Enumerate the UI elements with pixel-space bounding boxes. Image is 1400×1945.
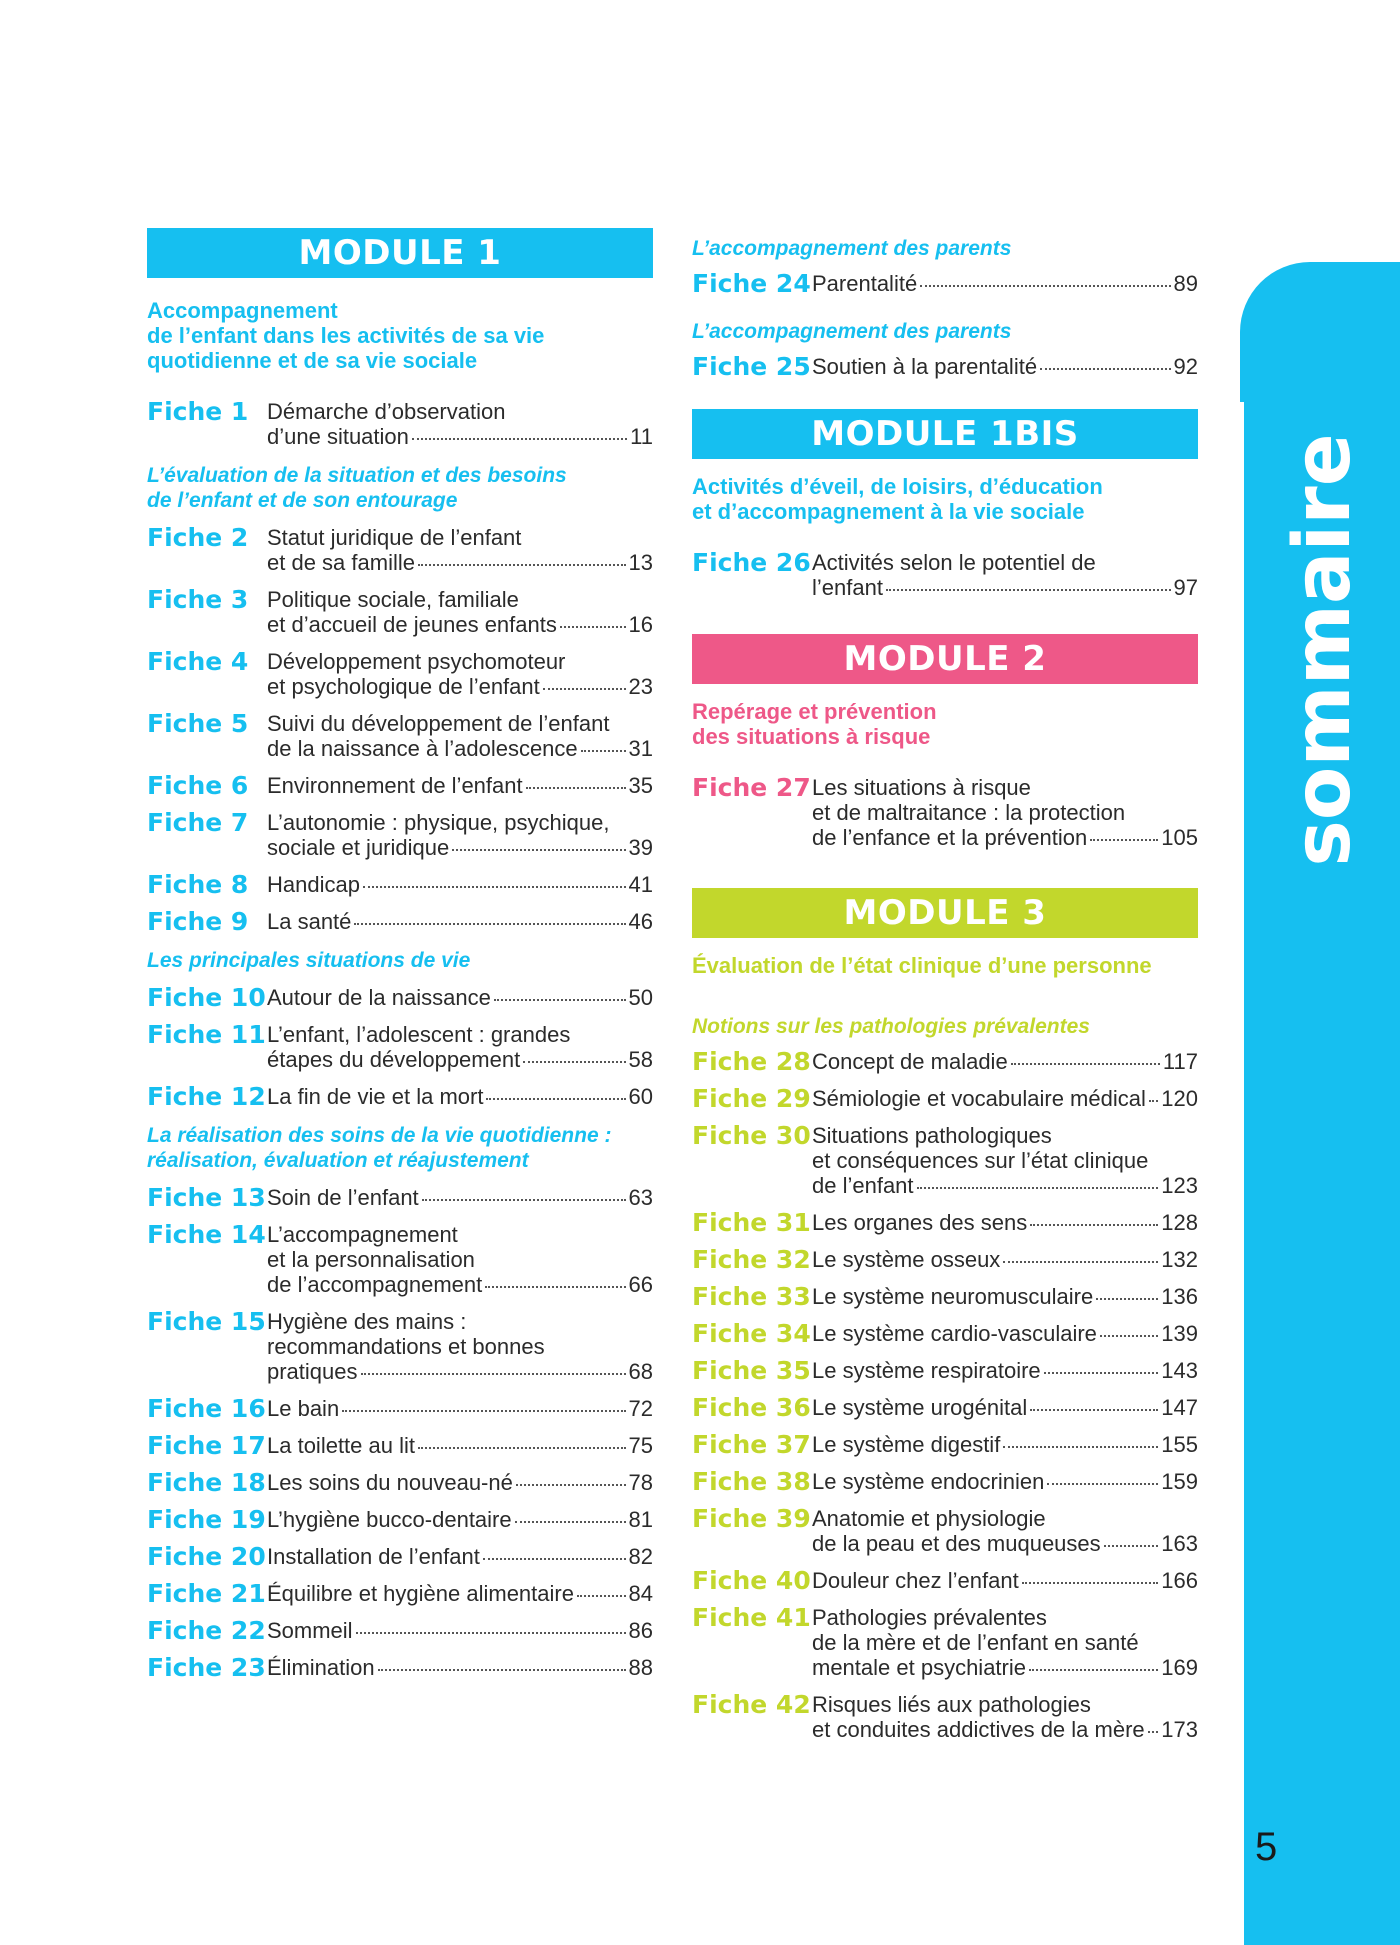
dot-leader [1100, 1335, 1158, 1337]
module-3-banner: MODULE 3 [692, 888, 1198, 938]
entry-title-line: L’autonomie : physique, psychique, [267, 810, 610, 835]
entry-title-line: recommandations et bonnes [267, 1334, 545, 1359]
entry-title: et de sa famille [267, 550, 415, 575]
entry-title: Élimination [267, 1655, 375, 1680]
subsection-heading: L’évaluation de la situation et des besoins de l’enfant et de son entourage [147, 464, 567, 512]
dot-leader [1011, 1063, 1160, 1065]
dot-leader [1029, 1669, 1158, 1671]
entry-title: et d’accueil de jeunes enfants [267, 612, 557, 637]
entry-title: et psychologique de l’enfant [267, 674, 540, 699]
fiche-number: Fiche 35 [692, 1356, 811, 1385]
fiche-number: Fiche 14 [147, 1220, 266, 1249]
fiche-number: Fiche 9 [147, 907, 249, 936]
entry-title: Le système neuromusculaire [812, 1284, 1094, 1309]
toc-entry-fiche-27[interactable] [692, 775, 1198, 850]
entry-title: pratiques [267, 1359, 358, 1384]
page-number: 147 [1161, 1395, 1198, 1420]
dot-leader [1022, 1582, 1159, 1584]
toc-entry-fiche-5[interactable] [147, 711, 653, 761]
dot-leader [1149, 1100, 1158, 1102]
tab-divider [1240, 402, 1244, 1945]
fiche-number: Fiche 28 [692, 1047, 811, 1076]
fiche-number: Fiche 24 [692, 269, 811, 298]
page-number: 68 [628, 1359, 653, 1384]
dot-leader [485, 1286, 625, 1288]
page-number: 159 [1161, 1469, 1198, 1494]
dot-leader [483, 1558, 626, 1560]
fiche-number: Fiche 10 [147, 983, 266, 1012]
fiche-number: Fiche 6 [147, 771, 249, 800]
toc-entry-fiche-8[interactable] [147, 872, 653, 897]
fiche-number: Fiche 42 [692, 1690, 811, 1719]
entry-title: d’une situation [267, 424, 409, 449]
toc-entry-fiche-21[interactable] [147, 1581, 653, 1606]
dot-leader [356, 1632, 626, 1634]
page-number: 23 [628, 674, 653, 699]
page-number: 166 [1161, 1568, 1198, 1593]
entry-title: Douleur chez l’enfant [812, 1568, 1019, 1593]
entry-title: Équilibre et hygiène alimentaire [267, 1581, 574, 1606]
page-number: 117 [1162, 1049, 1198, 1074]
fiche-number: Fiche 16 [147, 1394, 266, 1423]
toc-entry-fiche-7[interactable] [147, 810, 653, 860]
dot-leader [526, 787, 626, 789]
left-column [147, 228, 653, 1680]
fiche-number: Fiche 20 [147, 1542, 266, 1571]
page-number: 173 [1161, 1717, 1198, 1742]
fiche-number: Fiche 3 [147, 585, 249, 614]
entry-title: Parentalité [812, 271, 918, 296]
toc-entry-fiche-22[interactable] [147, 1618, 653, 1643]
dot-leader [418, 1447, 626, 1449]
page-number: 89 [1173, 271, 1198, 296]
dot-leader [1047, 1483, 1158, 1485]
dot-leader [412, 438, 627, 440]
page-number: 63 [628, 1185, 653, 1210]
toc-entry-fiche-36[interactable] [692, 1395, 1198, 1420]
entry-title: de l’enfance et la prévention [812, 825, 1088, 850]
entry-title-line: Risques liés aux pathologies [812, 1692, 1091, 1717]
module-2-title: Repérage et prévention des situations à risque [692, 699, 937, 749]
page-number: 35 [628, 773, 653, 798]
toc-entry-fiche-25[interactable] [692, 354, 1198, 379]
entry-title-line: Démarche d’observation [267, 399, 506, 424]
entry-title: et conduites addictives de la mère [812, 1717, 1145, 1742]
subsection-heading: La réalisation des soins de la vie quotidienne : réalisation, évaluation et réajustement [147, 1124, 612, 1172]
dot-leader [1040, 368, 1170, 370]
entry-title-line: et de maltraitance : la protection [812, 800, 1126, 825]
page-number: 92 [1173, 354, 1198, 379]
entry-title-line: Les situations à risque [812, 775, 1031, 800]
subsection-heading: L’accompagnement des parents [692, 237, 1012, 260]
entry-title: de l’enfant [812, 1173, 914, 1198]
entry-title-line: Hygiène des mains : [267, 1309, 467, 1334]
page-number: 75 [628, 1433, 653, 1458]
subsection-heading: L’accompagnement des parents [692, 320, 1012, 343]
page-number: 86 [628, 1618, 653, 1643]
page-number: 139 [1161, 1321, 1198, 1346]
entry-title-line: Développement psychomoteur [267, 649, 566, 674]
fiche-number: Fiche 36 [692, 1393, 811, 1422]
entry-title: Le système endocrinien [812, 1469, 1045, 1494]
fiche-number: Fiche 26 [692, 548, 811, 577]
toc-entry-fiche-19[interactable] [147, 1507, 653, 1532]
module-1-banner: MODULE 1 [147, 228, 653, 278]
page-number: 72 [628, 1396, 653, 1421]
toc-entry-fiche-42[interactable] [692, 1692, 1198, 1742]
dot-leader [1003, 1446, 1158, 1448]
dot-leader [354, 923, 625, 925]
page-number: 163 [1161, 1531, 1198, 1556]
page-number: 82 [628, 1544, 653, 1569]
entry-title: de la peau et des muqueuses [812, 1531, 1101, 1556]
toc-entry-fiche-9[interactable] [147, 909, 653, 934]
entry-title-line: Statut juridique de l’enfant [267, 525, 522, 550]
fiche-number: Fiche 37 [692, 1430, 811, 1459]
fiche-number: Fiche 5 [147, 709, 249, 738]
fiche-number: Fiche 39 [692, 1504, 811, 1533]
fiche-number: Fiche 18 [147, 1468, 266, 1497]
dot-leader [378, 1669, 626, 1671]
page-number: 41 [628, 872, 653, 897]
fiche-number: Fiche 29 [692, 1084, 811, 1113]
page-number: 60 [628, 1084, 653, 1109]
dot-leader [1096, 1298, 1158, 1300]
right-column [692, 236, 1198, 1742]
page-number: 16 [628, 612, 653, 637]
toc-entry-fiche-29[interactable] [692, 1086, 1198, 1111]
page-number: 31 [628, 736, 653, 761]
entry-title: Le système urogénital [812, 1395, 1028, 1420]
dot-leader [422, 1199, 626, 1201]
toc-entry-fiche-35[interactable] [692, 1358, 1198, 1383]
fiche-number: Fiche 23 [147, 1653, 266, 1682]
fiche-number: Fiche 27 [692, 773, 811, 802]
entry-title-line: Politique sociale, familiale [267, 587, 519, 612]
entry-title: Sémiologie et vocabulaire médical [812, 1086, 1146, 1111]
entry-title: Autour de la naissance [267, 985, 491, 1010]
entry-title: Les soins du nouveau-né [267, 1470, 513, 1495]
dot-leader [363, 886, 626, 888]
page-number: 50 [628, 985, 653, 1010]
dot-leader [516, 1484, 626, 1486]
dot-leader [543, 688, 626, 690]
toc-entry-fiche-14[interactable] [147, 1222, 653, 1297]
dot-leader [920, 285, 1170, 287]
toc-entry-fiche-20[interactable] [147, 1544, 653, 1569]
entry-title: Environnement de l’enfant [267, 773, 523, 798]
entry-title-line: et la personnalisation [267, 1247, 475, 1272]
dot-leader [1030, 1409, 1158, 1411]
page-number-footer: 5 [1255, 1825, 1278, 1869]
fiche-number: Fiche 34 [692, 1319, 811, 1348]
page-number: 84 [628, 1581, 653, 1606]
dot-leader [1104, 1545, 1159, 1547]
entry-title: Le système cardio-vasculaire [812, 1321, 1097, 1346]
dot-leader [1044, 1372, 1159, 1374]
entry-title-line: Activités selon le potentiel de [812, 550, 1096, 575]
entry-title: l’enfant [812, 575, 883, 600]
toc-entry-fiche-12[interactable] [147, 1084, 653, 1109]
toc-entry-fiche-31[interactable] [692, 1210, 1198, 1235]
toc-entry-fiche-2[interactable] [147, 525, 653, 575]
page-number: 169 [1161, 1655, 1198, 1680]
fiche-number: Fiche 2 [147, 523, 249, 552]
fiche-number: Fiche 38 [692, 1467, 811, 1496]
fiche-number: Fiche 11 [147, 1020, 266, 1049]
page-number: 11 [630, 424, 653, 449]
dot-leader [1030, 1224, 1158, 1226]
dot-leader [1148, 1731, 1159, 1733]
page-number: 88 [628, 1655, 653, 1680]
fiche-number: Fiche 22 [147, 1616, 266, 1645]
sommaire-title: sommaire [1278, 433, 1368, 867]
entry-title-line: Situations pathologiques [812, 1123, 1052, 1148]
entry-title-line: Suivi du développement de l’enfant [267, 711, 610, 736]
page-number: 105 [1161, 825, 1198, 850]
toc-entry-fiche-33[interactable] [692, 1284, 1198, 1309]
fiche-number: Fiche 40 [692, 1566, 811, 1595]
toc-entry-fiche-13[interactable] [147, 1185, 653, 1210]
entry-title-line: de la mère et de l’enfant en santé [812, 1630, 1139, 1655]
page-number: 136 [1161, 1284, 1198, 1309]
module-2-banner: MODULE 2 [692, 634, 1198, 684]
page-number: 78 [628, 1470, 653, 1495]
toc-entry-fiche-37[interactable] [692, 1432, 1198, 1457]
dot-leader [560, 626, 626, 628]
toc-entry-fiche-30[interactable] [692, 1123, 1198, 1198]
toc-entry-fiche-16[interactable] [147, 1396, 653, 1421]
page-number: 66 [628, 1272, 653, 1297]
toc-entry-fiche-41[interactable] [692, 1605, 1198, 1680]
fiche-number: Fiche 4 [147, 647, 249, 676]
entry-title: L’hygiène bucco-dentaire [267, 1507, 512, 1532]
entry-title: Installation de l’enfant [267, 1544, 480, 1569]
entry-title: La fin de vie et la mort [267, 1084, 484, 1109]
page-number: 132 [1161, 1247, 1198, 1272]
module-3-title: Évaluation de l’état clinique d’une personne [692, 953, 1152, 978]
module-1bis-title: Activités d’éveil, de loisirs, d’éducation et d’accompagnement à la vie sociale [692, 474, 1103, 524]
entry-title: étapes du développement [267, 1047, 521, 1072]
toc-entry-fiche-1[interactable] [147, 399, 653, 449]
entry-title: mentale et psychiatrie [812, 1655, 1026, 1680]
fiche-number: Fiche 1 [147, 397, 249, 426]
page-number: 81 [628, 1507, 653, 1532]
page-number: 128 [1161, 1210, 1198, 1235]
toc-entry-fiche-40[interactable] [692, 1568, 1198, 1593]
toc-entry-fiche-38[interactable] [692, 1469, 1198, 1494]
dot-leader [581, 750, 626, 752]
toc-entry-fiche-24[interactable] [692, 271, 1198, 296]
dot-leader [486, 1098, 625, 1100]
toc-entry-fiche-10[interactable] [147, 985, 653, 1010]
page-number: 120 [1161, 1086, 1198, 1111]
page-number: 58 [628, 1047, 653, 1072]
entry-title-line: et conséquences sur l’état clinique [812, 1148, 1149, 1173]
toc-entry-fiche-28[interactable] [692, 1049, 1198, 1074]
page-number: 123 [1161, 1173, 1198, 1198]
toc-entry-fiche-18[interactable] [147, 1470, 653, 1495]
fiche-number: Fiche 13 [147, 1183, 266, 1212]
entry-title: Soin de l’enfant [267, 1185, 419, 1210]
toc-entry-fiche-4[interactable] [147, 649, 653, 699]
entry-title: Le système osseux [812, 1247, 1001, 1272]
entry-title-line: L’enfant, l’adolescent : grandes [267, 1022, 571, 1047]
toc-entry-fiche-17[interactable] [147, 1433, 653, 1458]
dot-leader [1003, 1261, 1158, 1263]
page-number: 13 [628, 550, 653, 575]
entry-title: La santé [267, 909, 352, 934]
toc-entry-fiche-11[interactable] [147, 1022, 653, 1072]
fiche-number: Fiche 32 [692, 1245, 811, 1274]
dot-leader [342, 1410, 625, 1412]
fiche-number: Fiche 30 [692, 1121, 811, 1150]
dot-leader [418, 564, 626, 566]
dot-leader [577, 1595, 626, 1597]
toc-entry-fiche-34[interactable] [692, 1321, 1198, 1346]
fiche-number: Fiche 31 [692, 1208, 811, 1237]
fiche-number: Fiche 17 [147, 1431, 266, 1460]
toc-entry-fiche-26[interactable] [692, 550, 1198, 600]
fiche-number: Fiche 41 [692, 1603, 811, 1632]
entry-title: Sommeil [267, 1618, 353, 1643]
page-number: 155 [1161, 1432, 1198, 1457]
entry-title: La toilette au lit [267, 1433, 415, 1458]
entry-title: Le système respiratoire [812, 1358, 1041, 1383]
entry-title: Les organes des sens [812, 1210, 1028, 1235]
subsection-heading: Notions sur les pathologies prévalentes [692, 1015, 1090, 1038]
dot-leader [515, 1521, 626, 1523]
dot-leader [523, 1061, 625, 1063]
toc-entry-fiche-23[interactable] [147, 1655, 653, 1680]
dot-leader [361, 1373, 626, 1375]
entry-title: Le système digestif [812, 1432, 1001, 1457]
entry-title: Le bain [267, 1396, 340, 1421]
fiche-number: Fiche 21 [147, 1579, 266, 1608]
entry-title-line: Anatomie et physiologie [812, 1506, 1046, 1531]
toc-entry-fiche-3[interactable] [147, 587, 653, 637]
subsection-heading: Les principales situations de vie [147, 949, 471, 972]
fiche-number: Fiche 25 [692, 352, 811, 381]
entry-title: de l’accompagnement [267, 1272, 483, 1297]
dot-leader [494, 999, 626, 1001]
toc-entry-fiche-15[interactable] [147, 1309, 653, 1384]
page-number: 39 [628, 835, 653, 860]
fiche-number: Fiche 33 [692, 1282, 811, 1311]
module-1bis-banner: MODULE 1BIS [692, 409, 1198, 459]
entry-title: sociale et juridique [267, 835, 450, 860]
dot-leader [452, 849, 625, 851]
page-number: 143 [1161, 1358, 1198, 1383]
dot-leader [886, 589, 1171, 591]
entry-title: de la naissance à l’adolescence [267, 736, 578, 761]
toc-entry-fiche-6[interactable] [147, 773, 653, 798]
fiche-number: Fiche 19 [147, 1505, 266, 1534]
module-1-title: Accompagnement de l’enfant dans les activités de sa vie quotidienne et de sa vie sociale [147, 298, 545, 373]
dot-leader [1090, 839, 1158, 841]
entry-title-line: L’accompagnement [267, 1222, 458, 1247]
page-number: 97 [1173, 575, 1198, 600]
entry-title: Soutien à la parentalité [812, 354, 1038, 379]
entry-title: Handicap [267, 872, 360, 897]
fiche-number: Fiche 15 [147, 1307, 266, 1336]
dot-leader [917, 1187, 1159, 1189]
toc-entry-fiche-32[interactable] [692, 1247, 1198, 1272]
entry-title: Concept de maladie [812, 1049, 1008, 1074]
fiche-number: Fiche 7 [147, 808, 249, 837]
toc-entry-fiche-39[interactable] [692, 1506, 1198, 1556]
entry-title-line: Pathologies prévalentes [812, 1605, 1047, 1630]
fiche-number: Fiche 8 [147, 870, 249, 899]
page-number: 46 [628, 909, 653, 934]
fiche-number: Fiche 12 [147, 1082, 266, 1111]
